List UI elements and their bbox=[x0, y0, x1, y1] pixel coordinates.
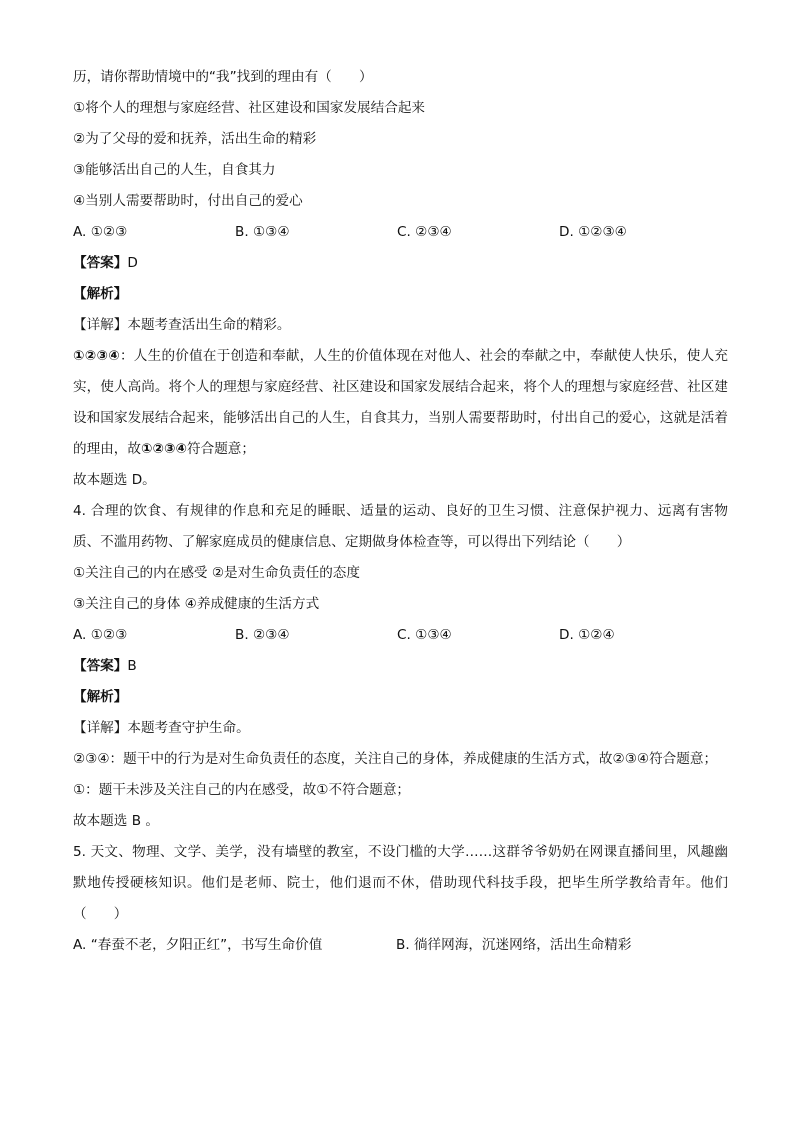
q3-detail: 【详解】本题考查活出生命的精彩。 bbox=[73, 317, 291, 333]
answer-value: D bbox=[127, 255, 138, 271]
q4-item-2: ③关注自己的身体 ④养成健康的生活方式 bbox=[73, 596, 320, 612]
q4-explanation-2: ①：题干未涉及关注自己的内在感受，故①不符合题意； bbox=[73, 782, 411, 798]
q3-answer bbox=[73, 248, 728, 279]
answer-tag: 【答案】 bbox=[73, 658, 128, 674]
q3-item-3: ③能够活出自己的人生，自食其力 bbox=[73, 162, 276, 178]
q4-stem: 4. 合理的饮食、有规律的作息和充足的睡眠、适量的运动、良好的卫生习惯、注意保护视力、远离有害物质、不滥用药物、了解家庭成员的健康信息、定期做身体检查等，可以得出下列结论（ ） bbox=[73, 503, 728, 550]
explanation-lead: ①②③④ bbox=[73, 348, 120, 364]
q3-conclusion: 故本题选 D。 bbox=[73, 472, 156, 488]
q4-options bbox=[73, 620, 728, 651]
q3-option-d: D. ①②③④ bbox=[559, 224, 627, 240]
q4-option-b: B. ②③④ bbox=[235, 627, 290, 643]
q4-analysis-tag: 【解析】 bbox=[73, 689, 128, 705]
q3-item-2: ②为了父母的爱和抚养，活出生命的精彩 bbox=[73, 131, 317, 147]
q5-stem: 5. 天文、物理、文学、美学，没有墙壁的教室，不设门槛的大学……这群爷爷奶奶在网课直播间里，风趣幽默地传授硬核知识。他们是老师、院士，他们退而不休，借助现代科技手段，把毕生所学教给青年。他们（ ） bbox=[73, 844, 728, 922]
q3-options bbox=[73, 217, 728, 248]
q3-option-a: A. ①②③ bbox=[73, 224, 128, 240]
detail-tag: 【详解】 bbox=[73, 317, 128, 333]
q5-option-b: B. 徜徉网海，沉迷网络，活出生命精彩 bbox=[396, 937, 632, 953]
q5-option-a: A. “春蚕不老，夕阳正红”，书写生命价值 bbox=[73, 937, 323, 953]
q3-explanation: ①②③④：人生的价值在于创造和奉献，人生的价值体现在对他人、社会的奉献之中，奉献使人快乐，使人充实，使人高尚。将个人的理想与家庭经营、社区建设和国家发展结合起来，将个人的理想与家庭经营、社区建设和国家发展结合起来，能够活出自己的人生，自食其力，当别人需要帮助时，付出自己的爱心，这就是活着的理由，故①②③④符合题意； bbox=[73, 348, 728, 457]
q4-option-a: A. ①②③ bbox=[73, 627, 128, 643]
answer-value: B bbox=[127, 658, 137, 674]
q4-option-c: C. ①③④ bbox=[397, 627, 452, 643]
q5-options bbox=[73, 930, 728, 961]
q4-detail: 【详解】本题考查守护生命。 bbox=[73, 720, 250, 736]
detail-tag: 【详解】 bbox=[73, 720, 128, 736]
q3-option-c: C. ②③④ bbox=[397, 224, 452, 240]
q3-item-1: ①将个人的理想与家庭经营、社区建设和国家发展结合起来 bbox=[73, 100, 426, 116]
document-page bbox=[73, 62, 728, 961]
explanation-mark: ①②③④ bbox=[140, 441, 188, 457]
q3-item-4: ④当别人需要帮助时，付出自己的爱心 bbox=[73, 193, 303, 209]
q4-explanation-1: ②③④：题干中的行为是对生命负责任的态度，关注自己的身体，养成健康的生活方式，故②③④符合题意； bbox=[73, 751, 718, 767]
q3-option-b: B. ①③④ bbox=[235, 224, 290, 240]
q4-answer bbox=[73, 651, 728, 682]
answer-tag: 【答案】 bbox=[73, 255, 128, 271]
q3-analysis-tag: 【解析】 bbox=[73, 286, 128, 302]
q4-item-1: ①关注自己的内在感受 ②是对生命负责任的态度 bbox=[73, 565, 360, 581]
q3-stem-tail: 历，请你帮助情境中的“我”找到的理由有（ ） bbox=[73, 69, 373, 85]
q4-option-d: D. ①②④ bbox=[559, 627, 615, 643]
q4-conclusion: 故本题选 B 。 bbox=[73, 813, 159, 829]
